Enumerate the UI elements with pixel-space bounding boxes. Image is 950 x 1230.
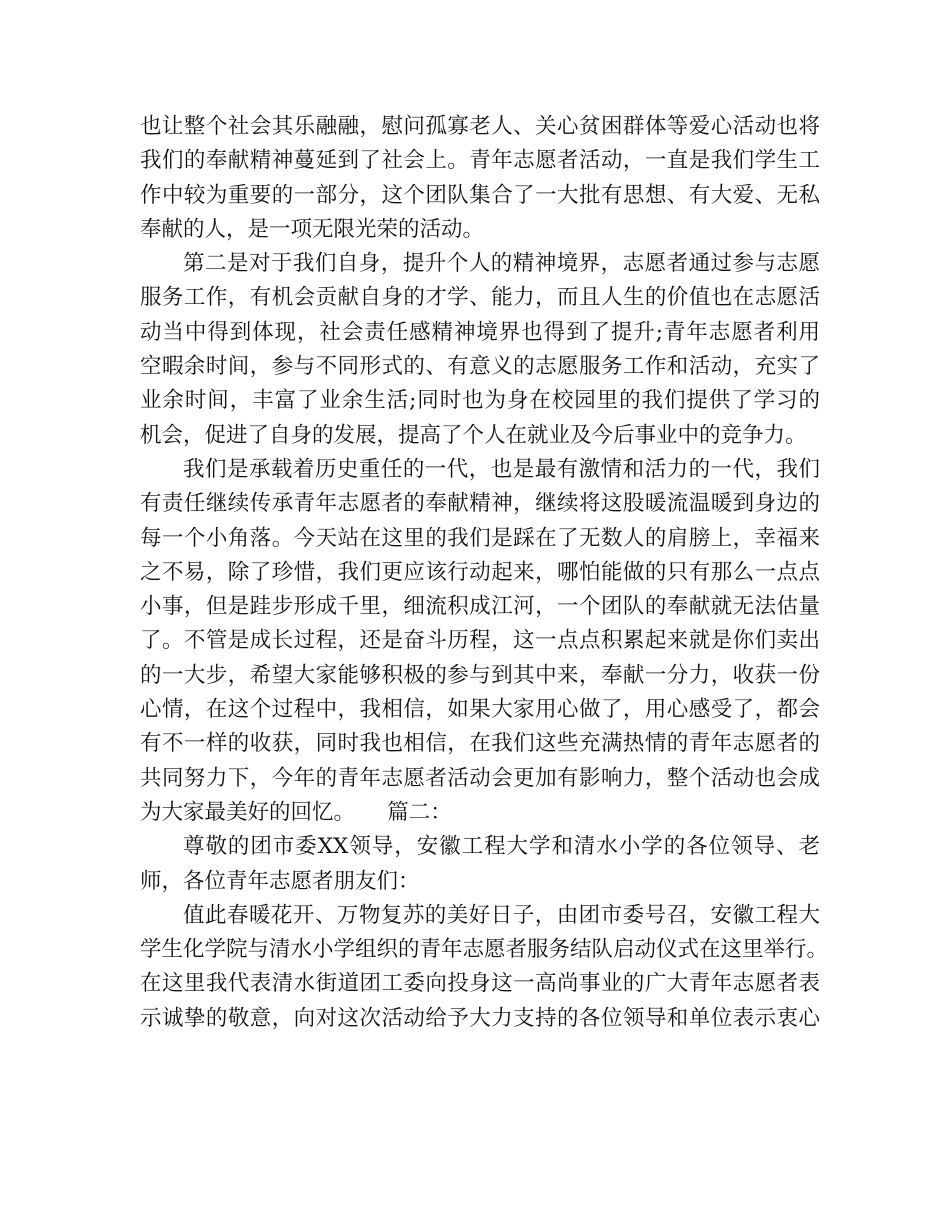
text-line: 了。不管是成长过程，还是奋斗历程，这一点点积累起来就是你们卖出 <box>140 628 820 654</box>
text-line: 作中较为重要的一部分，这个团队集合了一大批有思想、有大爱、无私 <box>140 182 820 208</box>
text-line: 学生化学院与清水小学组织的青年志愿者服务结队启动仪式在这里举行。 <box>140 937 829 963</box>
text-line: 我们是承载着历史重任的一代，也是最有激情和活力的一代，我们 <box>183 456 820 482</box>
text-line: 示诚挚的敬意，向对这次活动给予大力支持的各位领导和单位表示衷心 <box>140 1005 820 1031</box>
text-line: 服务工作，有机会贡献自身的才学、能力，而且人生的价值也在志愿活 <box>140 285 820 311</box>
text-line: 为大家最美好的回忆。 篇二： <box>140 799 452 825</box>
text-line: 在这里我代表清水街道团工委向投身这一高尚事业的广大青年志愿者表 <box>140 971 820 997</box>
text-line: 心情，在这个过程中，我相信，如果大家用心做了，用心感受了，都会 <box>140 697 820 723</box>
text-line: 之不易，除了珍惜，我们更应该行动起来，哪怕能做的只有那么一点点 <box>140 559 820 585</box>
text-line: 尊敬的团市委XX领导，安徽工程大学和清水小学的各位领导、老 <box>183 834 820 860</box>
text-line: 小事，但是跬步形成千里，细流积成江河，一个团队的奉献就无法估量 <box>140 594 820 620</box>
text-line: 有不一样的收获，同时我也相信，在我们这些充满热情的青年志愿者的 <box>140 731 820 757</box>
text-line: 空暇余时间，参与不同形式的、有意义的志愿服务工作和活动，充实了 <box>140 354 820 380</box>
document-page <box>140 110 829 1036</box>
text-line: 共同努力下，今年的青年志愿者活动会更加有影响力，整个活动也会成 <box>140 765 820 791</box>
text-line: 机会，促进了自身的发展，提高了个人在就业及今后事业中的竞争力。 <box>140 422 807 448</box>
text-line: 师，各位青年志愿者朋友们： <box>140 868 420 894</box>
text-line: 值此春暖花开、万物复苏的美好日子，由团市委号召，安徽工程大 <box>183 902 820 928</box>
text-line: 也让整个社会其乐融融，慰问孤寡老人、关心贫困群体等爱心活动也将 <box>140 114 820 139</box>
text-line: 奉献的人，是一项无限光荣的活动。 <box>140 216 485 242</box>
text-line: 每一个小角落。今天站在这里的我们是踩在了无数人的肩膀上，幸福来 <box>140 525 820 551</box>
text-line: 动当中得到体现，社会责任感精神境界也得到了提升;青年志愿者利用 <box>140 319 820 345</box>
text-line: 业余时间，丰富了业余生活;同时也为身在校园里的我们提供了学习的 <box>140 388 820 414</box>
text-line: 我们的奉献精神蔓延到了社会上。青年志愿者活动，一直是我们学生工 <box>140 148 820 174</box>
text-line: 的一大步，希望大家能够积极的参与到其中来，奉献一分力，收获一份 <box>140 662 820 688</box>
text-line: 有责任继续传承青年志愿者的奉献精神，继续将这股暖流温暖到身边的 <box>140 491 820 517</box>
text-line: 第二是对于我们自身，提升个人的精神境界，志愿者通过参与志愿 <box>183 251 820 277</box>
